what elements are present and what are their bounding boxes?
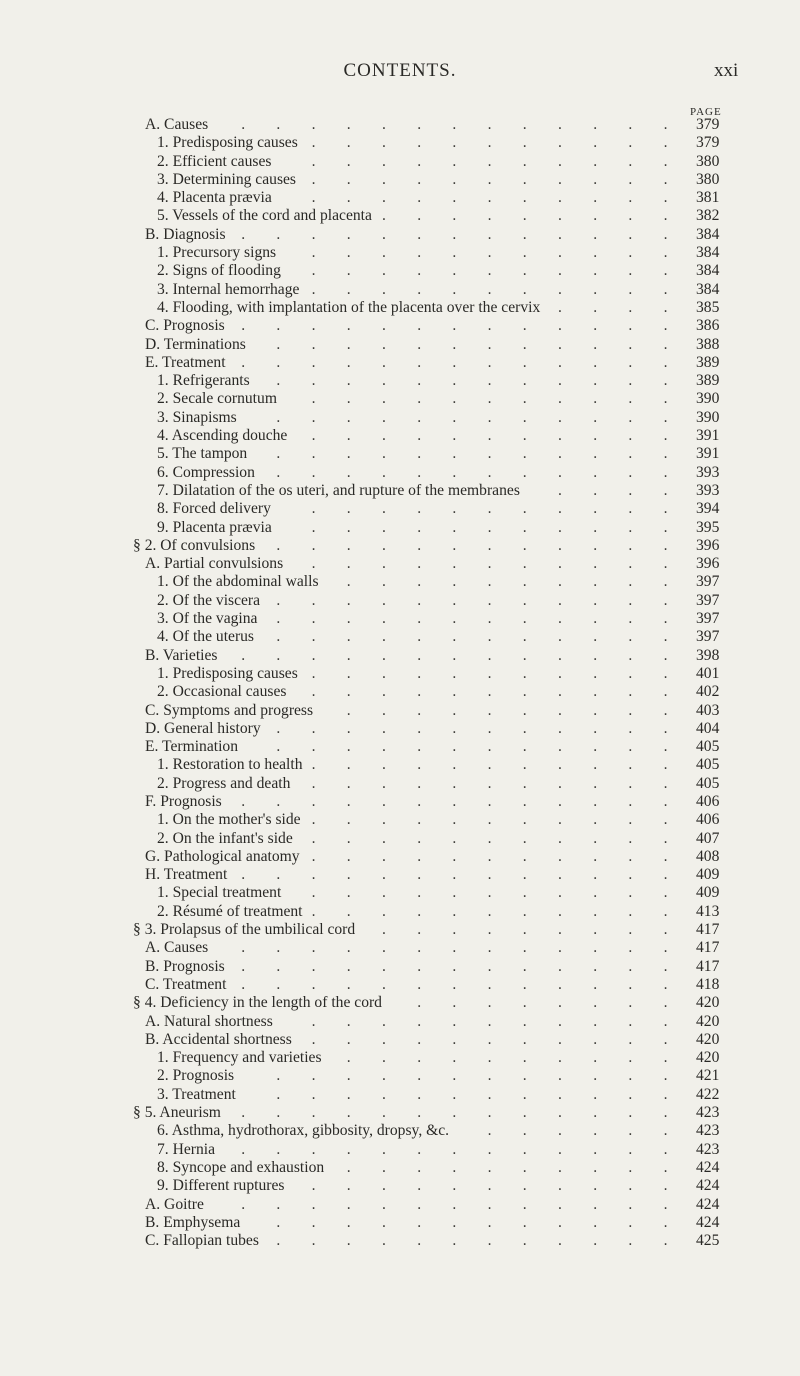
toc-entry: 5. The tampon . . . . . . . . . . . . 391 [157,445,720,463]
toc-entry: A. Goitre . . . . . . . . . . . . . 424 [145,1195,720,1213]
toc-entry: 1. Frequency and varieties . . . . . . . . . . 420 [157,1049,720,1067]
toc-entry: 1. Of the abdominal walls . . . . . . . . . . 397 [157,573,720,591]
toc-entry: C. Treatment . . . . . . . . . . . . . 418 [145,975,720,993]
toc-entry-page: 389 [696,372,720,390]
toc-entry-title: 9. Different ruptures [157,1177,285,1195]
toc-entry-title: 3. Determining causes [157,170,297,188]
toc-entry-title: 7. Hernia [157,1140,216,1158]
toc-entry-title: H. Treatment [145,866,228,884]
toc-entry: § 4. Deficiency in the length of the cord . . . . . . . . 420 [133,994,720,1012]
toc-entry-page: 379 [696,116,720,133]
toc-entry-title: 3. Treatment [157,1085,236,1103]
toc-entry: 4. Placenta prævia . . . . . . . . . . . 381 [157,189,720,207]
toc-entry-title: 4. Ascending douche [157,427,288,445]
toc-entry-title: E. Termination [145,738,239,756]
toc-entry-page: 423 [696,1140,720,1158]
toc-entry-title: B. Varieties [145,646,218,664]
toc-entry-page: 397 [696,573,720,591]
toc-entry-page: 413 [696,902,720,920]
toc-entry: 8. Forced delivery . . . . . . . . . . . 394 [157,500,720,518]
toc-entry-page: 380 [696,170,720,188]
toc-entry: § 3. Prolapsus of the umbilical cord . . . . . . . . . 417 [133,921,720,939]
toc-entry-title: C. Symptoms and progress [145,701,314,719]
toc-entry-title: C. Prognosis [145,317,225,335]
toc-entry-page: 424 [696,1213,720,1231]
toc-entry-page: 405 [696,756,720,774]
toc-entry: 1. On the mother's side . . . . . . . . . . . 406 [157,811,720,829]
toc-entry: H. Treatment . . . . . . . . . . . . . 409 [145,866,720,884]
toc-entry-page: 390 [696,408,720,426]
toc-entry-page: 385 [696,298,720,316]
toc-entry: E. Treatment . . . . . . . . . . . . . 389 [145,353,720,371]
toc-entry: D. Terminations . . . . . . . . . . . . 388 [145,335,720,353]
toc-entry: 4. Flooding, with implantation of the placenta over the cervix . . . . 385 [157,298,720,316]
toc-entry-page: 422 [696,1085,720,1103]
toc-entry: C. Symptoms and progress . . . . . . . . . . 403 [145,701,720,719]
toc-entry-page: 381 [696,189,720,207]
toc-entry-page: 382 [696,207,720,225]
toc-entry-page: 391 [696,445,720,463]
toc-entry: 2. Of the viscera . . . . . . . . . . . . 397 [157,591,720,609]
toc-entry: 2. Occasional causes . . . . . . . . . . . 402 [157,683,720,701]
toc-entry-page: 384 [696,262,720,280]
toc-entry-page: 389 [696,353,720,371]
toc-entry: 6. Compression . . . . . . . . . . . . 393 [157,463,720,481]
toc-entry: B. Emphysema . . . . . . . . . . . . 424 [145,1213,720,1231]
toc-entry-title: 5. Vessels of the cord and placenta [157,207,372,225]
toc-entry-page: 425 [696,1232,720,1250]
toc-entry: 2. Signs of flooding . . . . . . . . . . . 384 [157,262,720,280]
toc-entry: D. General history . . . . . . . . . . . . 404 [145,719,720,737]
toc-entry-page: 417 [696,921,720,939]
toc-entry-page: 409 [696,866,720,884]
toc-entry-title: B. Diagnosis [145,225,226,243]
toc-entry-page: 393 [696,463,720,481]
toc-entry-page: 396 [696,555,720,573]
toc-entry: 2. Secale cornutum . . . . . . . . . . . 390 [157,390,720,408]
toc-entry-title: 1. Precursory signs [157,244,277,262]
toc-entry: A. Causes . . . . . . . . . . . . . 417 [145,939,720,957]
toc-entry: § 2. Of convulsions . . . . . . . . . . . . 396 [133,536,720,554]
toc-entry: A. Causes . . . . . . . . . . . . . 379 [145,116,720,133]
toc-entry-page: 407 [696,829,720,847]
toc-entry: 2. Efficient causes . . . . . . . . . . . 380 [157,152,720,170]
toc-entry-title: A. Causes [145,116,209,133]
toc-entry-page: 384 [696,244,720,262]
toc-entry-title: 9. Placenta prævia [157,518,272,536]
toc-entry-title: 4. Flooding, with implantation of the placenta over the cervix [157,298,541,316]
toc-entry: 1. Refrigerants . . . . . . . . . . . . 389 [157,372,720,390]
toc-entry-title: 4. Placenta prævia [157,189,272,207]
toc-entry-page: 420 [696,1012,720,1030]
toc-entry-page: 424 [696,1158,720,1176]
toc-entry: 1. Predisposing causes . . . . . . . . . . . 379 [157,134,720,152]
toc-entry-title: 2. Résumé of treatment [157,902,303,920]
toc-entry: 9. Placenta prævia . . . . . . . . . . . 395 [157,518,720,536]
toc-entry-title: 3. Internal hemorrhage [157,280,300,298]
toc-entry-page: 406 [696,792,720,810]
toc-entry-page: 384 [696,280,720,298]
toc-entry-page: 420 [696,1049,720,1067]
toc-entry: 1. Precursory signs . . . . . . . . . . . 384 [157,244,720,262]
toc-entry-title: F. Prognosis [145,792,222,810]
toc-entry-page: 409 [696,884,720,902]
toc-entry-page: 406 [696,811,720,829]
toc-entry: E. Termination . . . . . . . . . . . . 405 [145,738,720,756]
table-of-contents [0,116,800,1250]
toc-entry: 2. On the infant's side . . . . . . . . . . . 407 [157,829,720,847]
toc-entry: 3. Internal hemorrhage . . . . . . . . . . . 384 [157,280,720,298]
toc-entry-title: 1. Predisposing causes [157,664,298,682]
toc-entry-title: § 4. Deficiency in the length of the cord [133,994,382,1012]
toc-entry-title: 1. Predisposing causes [157,134,298,152]
toc-entry-title: 4. Of the uterus [157,628,255,646]
toc-entry-page: 397 [696,591,720,609]
toc-entry-title: 2. Occasional causes [157,683,287,701]
toc-entry-page: 380 [696,152,720,170]
toc-entry-title: 1. On the mother's side [157,811,301,829]
toc-entry: A. Partial convulsions . . . . . . . . . . . 396 [145,555,720,573]
toc-entry-title: 2. Prognosis [157,1067,235,1085]
page-number: xxi [714,60,739,81]
toc-entry-title: 2. Secale cornutum [157,390,277,408]
toc-entry-title: C. Fallopian tubes [145,1232,259,1250]
toc-entry-page: 397 [696,628,720,646]
toc-entry-title: B. Accidental shortness [145,1030,292,1048]
toc-entry: 3. Of the vagina . . . . . . . . . . . . 397 [157,610,720,628]
toc-entry-page: 402 [696,683,720,701]
toc-entry: 7. Dilatation of the os uteri, and rupture of the membranes . . . . 393 [157,481,720,499]
toc-entry: B. Accidental shortness . . . . . . . . . . . 420 [145,1030,720,1048]
toc-entry-title: 2. Progress and death [157,774,291,792]
toc-entry-page: 397 [696,610,720,628]
toc-entry: B. Diagnosis . . . . . . . . . . . . . 384 [145,225,720,243]
toc-entry-title: 5. The tampon [157,445,248,463]
toc-entry-page: 417 [696,939,720,957]
toc-entry: 9. Different ruptures . . . . . . . . . . . 424 [157,1177,720,1195]
toc-entry-page: 424 [696,1177,720,1195]
toc-entry: 1. Restoration to health . . . . . . . . . . . 405 [157,756,720,774]
toc-entry-title: 2. Of the viscera [157,591,261,609]
toc-entry-page: 379 [696,134,720,152]
toc-entry: 6. Asthma, hydrothorax, gibbosity, dropsy, &c. . . . . . . 423 [157,1122,720,1140]
toc-entry-page: 403 [696,701,720,719]
toc-entry-title: § 2. Of convulsions [133,536,256,554]
toc-entry-title: 6. Asthma, hydrothorax, gibbosity, dropsy, &c. [157,1122,450,1140]
toc-entry-page: 395 [696,518,720,536]
toc-entry-title: 2. Signs of flooding [157,262,281,280]
toc-entry-page: 405 [696,774,720,792]
toc-entry-title: 2. On the infant's side [157,829,293,847]
toc-entry-title: 8. Syncope and exhaustion [157,1158,325,1176]
toc-entry-title: § 5. Aneurism [133,1104,221,1122]
toc-entry-title: A. Partial convulsions [145,555,284,573]
toc-entry: C. Prognosis . . . . . . . . . . . . . 386 [145,317,720,335]
toc-entry-page: 386 [696,317,720,335]
toc-entry-page: 423 [696,1122,720,1140]
toc-entry-page: 404 [696,719,720,737]
toc-entry-page: 396 [696,536,720,554]
toc-entry: 1. Special treatment . . . . . . . . . . . 409 [157,884,720,902]
toc-entry-title: 3. Sinapisms [157,408,237,426]
toc-entry-title: 1. Of the abdominal walls [157,573,319,591]
page-column-label: PAGE [690,106,722,118]
toc-entry-page: 401 [696,664,720,682]
toc-entry-page: 420 [696,1030,720,1048]
toc-entry: 2. Prognosis . . . . . . . . . . . . 421 [157,1067,720,1085]
toc-entry-page: 417 [696,957,720,975]
toc-entry-title: 1. Frequency and varieties [157,1049,322,1067]
toc-entry: 3. Treatment . . . . . . . . . . . . 422 [157,1085,720,1103]
toc-entry: 3. Sinapisms . . . . . . . . . . . . 390 [157,408,720,426]
toc-entry: 5. Vessels of the cord and placenta . . . . . . . . . 382 [157,207,720,225]
toc-entry-title: 3. Of the vagina [157,610,258,628]
toc-entry-page: 394 [696,500,720,518]
toc-entry-title: G. Pathological anatomy [145,847,300,865]
toc-entry: A. Natural shortness . . . . . . . . . . . 420 [145,1012,720,1030]
toc-entry-page: 405 [696,738,720,756]
toc-entry-title: D. Terminations [145,335,246,353]
toc-entry: 1. Predisposing causes . . . . . . . . . . . 401 [157,664,720,682]
toc-entry-page: 423 [696,1104,720,1122]
toc-entry: 3. Determining causes . . . . . . . . . . . 380 [157,170,720,188]
toc-entry: § 5. Aneurism . . . . . . . . . . . . . 423 [133,1104,720,1122]
toc-entry: 8. Syncope and exhaustion . . . . . . . . . . 424 [157,1158,720,1176]
toc-entry-title: B. Emphysema [145,1213,241,1231]
toc-entry-title: 7. Dilatation of the os uteri, and rupture of the membranes [157,481,520,499]
toc-entry-page: 388 [696,335,720,353]
toc-entry-title: D. General history [145,719,261,737]
toc-entry: G. Pathological anatomy . . . . . . . . . . . 408 [145,847,720,865]
toc-entry-page: 421 [696,1067,720,1085]
toc-entry-title: B. Prognosis [145,957,225,975]
toc-entry: 4. Ascending douche . . . . . . . . . . . 391 [157,427,720,445]
toc-entry: 2. Résumé of treatment . . . . . . . . . . . 413 [157,902,720,920]
toc-entry-page: 398 [696,646,720,664]
toc-entry-title: 1. Restoration to health [157,756,303,774]
toc-entry-title: 6. Compression [157,463,255,481]
toc-entry-page: 420 [696,994,720,1012]
toc-entry-title: A. Goitre [145,1195,204,1213]
toc-entry-title: C. Treatment [145,975,227,993]
toc-entry: 4. Of the uterus . . . . . . . . . . . . 397 [157,628,720,646]
toc-entry-page: 393 [696,481,720,499]
toc-entry-title: A. Causes [145,939,209,957]
toc-entry-title: 1. Special treatment [157,884,282,902]
toc-entry: C. Fallopian tubes . . . . . . . . . . . . 425 [145,1232,720,1250]
toc-entry: F. Prognosis . . . . . . . . . . . . . 406 [145,792,720,810]
toc-entry-page: 418 [696,975,720,993]
toc-entry-title: 8. Forced delivery [157,500,271,518]
toc-entry-page: 390 [696,390,720,408]
running-head-title: CONTENTS. [343,60,457,81]
toc-entry: 2. Progress and death . . . . . . . . . . . 405 [157,774,720,792]
toc-entry: 7. Hernia . . . . . . . . . . . . . 423 [157,1140,720,1158]
toc-entry: B. Varieties . . . . . . . . . . . . . 398 [145,646,720,664]
toc-entry-title: A. Natural shortness [145,1012,273,1030]
toc-entry-title: 2. Efficient causes [157,152,272,170]
toc-entry-page: 384 [696,225,720,243]
toc-entry: B. Prognosis . . . . . . . . . . . . . 417 [145,957,720,975]
toc-entry-title: E. Treatment [145,353,226,371]
toc-entry-page: 408 [696,847,720,865]
toc-entry-page: 424 [696,1195,720,1213]
toc-entry-page: 391 [696,427,720,445]
toc-entry-title: 1. Refrigerants [157,372,250,390]
toc-entry-title: § 3. Prolapsus of the umbilical cord [133,921,356,939]
